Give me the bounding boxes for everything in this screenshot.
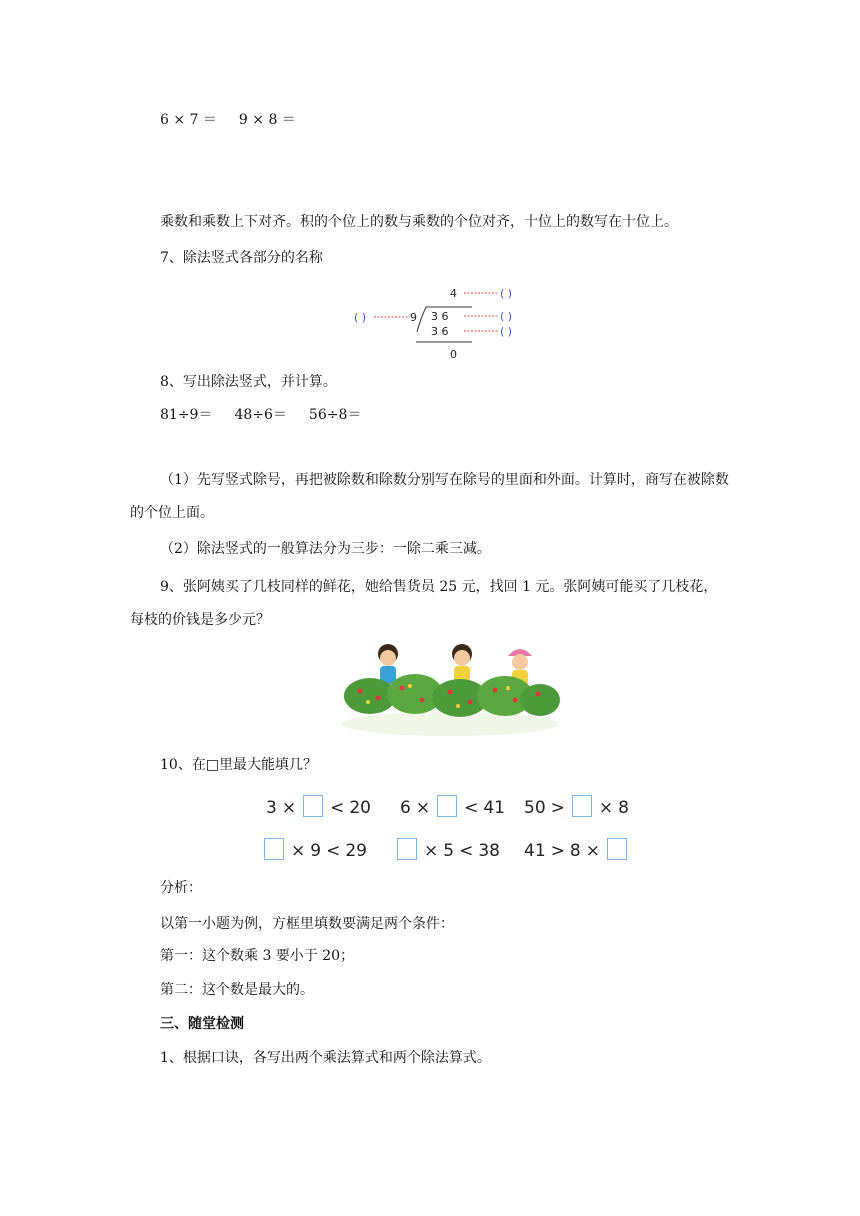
inequality-2-1: × 9 < 29 (262, 838, 367, 861)
section-3-q1: 1、根据口诀，各写出两个乘法算式和两个除法算式。 (160, 1050, 491, 1066)
q7-title: 7、除法竖式各部分的名称 (160, 250, 323, 266)
flowers-children-illustration (340, 636, 560, 740)
dividend-digits: 3 6 (431, 310, 449, 323)
q8-expressions (160, 405, 361, 425)
condition-2: 第二：这个数是最大的。 (160, 982, 314, 998)
quotient-digit: 4 (450, 287, 457, 300)
blank-product: ( ) (500, 325, 513, 338)
q10-title: 10、在□里最大能填几？ (160, 757, 318, 773)
answer-box[interactable] (397, 838, 417, 860)
analysis-intro: 以第一小题为例，方框里填数要满足两个条件： (160, 916, 454, 932)
inequality-1-3: 50 > × 8 (524, 795, 629, 818)
inequality-2-2: × 5 < 38 (395, 838, 500, 861)
expr-48-div-6: 48÷6＝ (234, 407, 287, 423)
inequality-1-2: 6 × < 41 (400, 795, 505, 818)
inequality-1-1: 3 × < 20 (266, 795, 371, 818)
q8-note-1: （1）先写竖式除号，再把被除数和除数分别写在除号的里面和外面。计算时，商写在被除数的个位上面。 (130, 472, 729, 521)
blank-quotient: ( ) (500, 287, 513, 300)
divisor-digit: 9 (410, 311, 417, 324)
expression-6x7: 6 × 7 ＝ (160, 112, 217, 128)
blank-divisor: ( ) (354, 311, 367, 324)
product-digits: 3 6 (431, 325, 449, 338)
answer-box[interactable] (264, 838, 284, 860)
q8-note-2: （2）除法竖式的一般算法分为三步：一除二乘三减。 (160, 541, 491, 557)
condition-1: 第一：这个数乘 3 要小于 20； (160, 948, 355, 964)
note-multiplication: 乘数和乘数上下对齐。积的个位上的数与乘数的个位对齐，十位上的数写在十位上。 (160, 214, 678, 230)
q8-title: 8、写出除法竖式，并计算。 (160, 374, 337, 390)
q9-text: 9、张阿姨买了几枝同样的鲜花，她给售货员 25 元，找回 1 元。张阿姨可能买了几枝花，每枝的价钱是多少元？ (130, 579, 718, 628)
analysis-label: 分析： (160, 880, 202, 896)
blank-dividend: ( ) (500, 310, 513, 323)
answer-box[interactable] (437, 795, 457, 817)
section-3-title: 三、随堂检测 (160, 1016, 244, 1032)
expr-56-div-8: 56÷8＝ (308, 407, 362, 423)
expression-9x8: 9 × 8 ＝ (238, 112, 296, 128)
expression-row-1 (160, 110, 296, 130)
division-parts-figure (340, 280, 540, 364)
answer-box[interactable] (303, 795, 323, 817)
remainder-digit: 0 (450, 348, 457, 361)
answer-box[interactable] (572, 795, 592, 817)
answer-box[interactable] (607, 838, 627, 860)
expr-81-div-9: 81÷9＝ (160, 407, 213, 423)
inequality-2-3: 41 > 8 × (524, 838, 629, 861)
